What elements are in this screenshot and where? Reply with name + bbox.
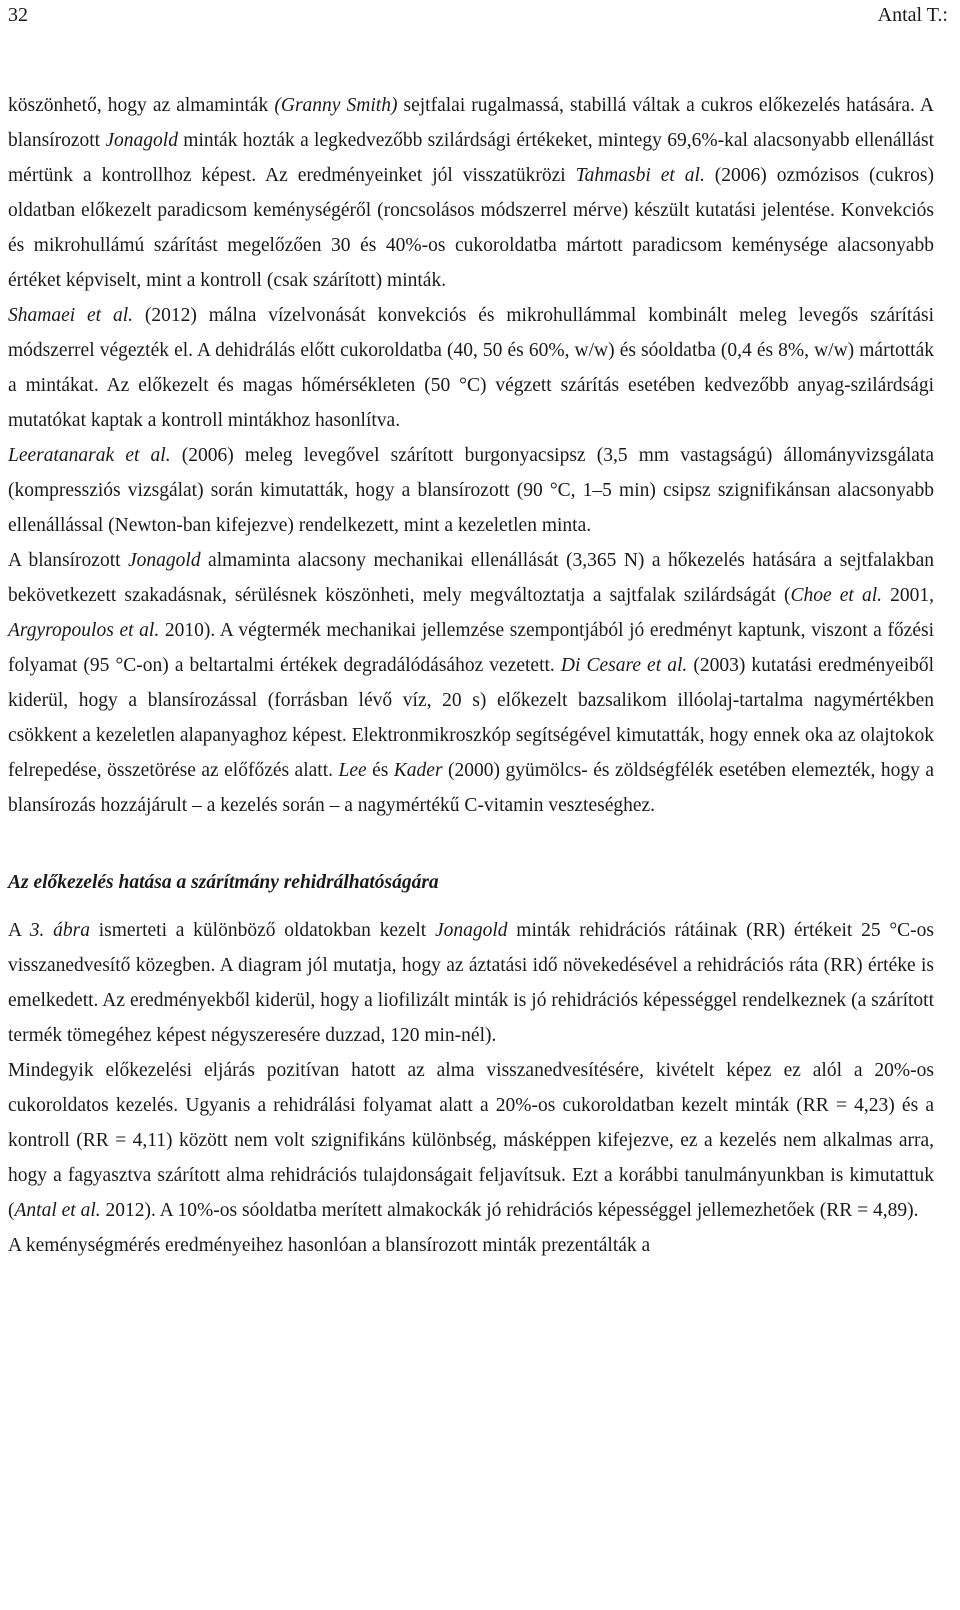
text-run: A blansírozott [8,550,128,571]
text-run: almaminta alacsony mechanikai ellenállását (3,365 N) a hőkezelés hatására a sejtfalakban bekövetkezett szakadásnak, sérülésnek köszönheti, mely megváltoztatja a sajtfalak szilárdságát ( [8,550,934,606]
italic-text: Di Cesare et al. [560,655,688,676]
text-run: 2010). A végtermék mechanikai jellemzése szempontjából jó eredményt kaptunk, viszont a főzési folyamat (95 °C-on) a beltartalmi értékek degradálódásához vezetett. [8,620,935,676]
paragraph [8,543,934,823]
italic-text: Jonagold [105,130,178,151]
text-run: (2000) gyümölcs- és zöldségfélék esetében elemezték, hogy a blansírozás hozzájárult – a kezelés során – a nagymértékű C-vitamin veszteséghez. [8,760,935,816]
text-run: (2006) meleg levegővel szárított burgonyacsipsz (3,5 mm vastagságú) állományvizsgálata (kompressziós vizsgálat) során kimutatták, hogy a blansírozott (90 °C, 1–5 min) csipsz szignifikánsan alacsonyabb ellenállással (Newton-ban kifejezve) rendelkezett, mint a kezeletlen minta. [8,445,934,536]
text-run: (2006) ozmózisos (cukros) oldatban előkezelt paradicsom keménységéről (roncsolásos módszerrel mérve) készült kutatási jelentése. Konvekciós és mikrohullámú szárítást megelőzően 30 és 40%-os cukoroldatba mártott paradicsom keménysége alacsonyabb értéket képviselt, mint a kontroll (csak szárított) minták. [8,165,935,291]
paragraphs-after-heading [8,913,934,1263]
body-text [8,88,934,1263]
italic-text: Tahmasbi et al. [575,165,705,186]
paragraphs-before-heading [8,88,934,823]
text-run: minták rehidrációs rátáinak (RR) értékeit 25 °C-os visszanedvesítő közegben. A diagram jól mutatja, hogy az áztatási idő növekedésével a rehidrációs ráta (RR) értéke is emelkedett. Az eredményekből kiderül, hogy a liofilizált minták is jó rehidrációs képességgel rendelkeznek (a szárított termék tömegéhez képest négyszeresére duzzad, 120 min-nél). [8,920,935,1046]
text-run: sejtfalai rugalmassá, stabillá váltak a cukros előkezelés hatására. A blansírozott [8,95,935,151]
italic-text: 3. ábra [29,920,90,941]
text-run: 2012). A 10%-os sóoldatba merített almakockák jó rehidrációs képességgel jellemezhetőek (RR = 4,89). [100,1200,919,1221]
text-run: Mindegyik előkezelési eljárás pozitívan hatott az alma visszanedvesítésére, kivételt képez ez alól a 20%-os cukoroldatos kezelés. Ugyanis a rehidrálási folyamat alatt a 20%-os cukoroldatban kezelt minták (RR = 4,23) és a kontroll (RR = 4,11) között nem volt szignifikáns különbség, másképpen kifejezve, ez a kezelés nem alkalmas arra, hogy a fagyasztva szárított alma rehidrációs tulajdonságait feljavítsuk. Ezt a korábbi tanulmányunkban is kimutattuk ( [8,1060,934,1221]
text-run: köszönhető, hogy az almaminták [8,95,275,116]
section-heading: Az előkezelés hatása a szárítmány rehidrálhatóságára [8,872,439,893]
italic-text: Shamaei et al. [8,305,134,326]
italic-text: Leeratanarak et al. [8,445,171,466]
paragraph [8,1228,934,1263]
page-header [8,2,948,28]
text-run: (2003) kutatási eredményeiből kiderül, hogy a blansírozással (forrásban lévő víz, 20 s) előkezelt bazsalikom illóolaj-tartalma nagymértékben csökkent a kezeletlen alapanyaghoz képest. Elektronmikroszkóp segítségével kimutatták, hogy ennek oka az olajtokok felrepedése, összetörése az előfőzés alatt. [8,655,934,781]
italic-text: Antal et al. [14,1200,101,1221]
text-run: A keménységmérés eredményeihez hasonlóan a blansírozott minták prezentálták a [8,1235,651,1256]
italic-text: (Granny Smith) [274,95,398,116]
paragraph [8,438,934,543]
text-run: 2001, [882,585,935,606]
paragraph [8,298,934,438]
paragraph [8,88,934,298]
text-run: minták hozták a legkedvezőbb szilárdsági értékeket, mintegy 69,6%-kal alacsonyabb ellenállást mértünk a kontrollhoz képest. Az eredményeinket jól visszatükrözi [8,130,934,186]
running-head: Antal T.: [877,4,948,26]
italic-text: Jonagold [434,920,508,941]
italic-text: Kader [393,760,443,781]
italic-text: Lee [338,760,367,781]
text-run: és [366,760,394,781]
paragraph [8,913,934,1053]
italic-text: Argyropoulos et al. [8,620,160,641]
text-run: (2012) málna vízelvonását konvekciós és mikrohullámmal kombinált meleg levegős szárítási módszerrel végezték el. A dehidrálás előtt cukoroldatba (40, 50 és 60%, w/w) és sóoldatba (0,4 és 8%, w/w) mártották a mintákat. Az előkezelt és magas hőmérsékleten (50 °C) végzett szárítás esetében kedvezőbb anyag-szilárdsági mutatókat kaptak a kontroll mintákhoz hasonlítva. [8,305,934,431]
italic-text: Jonagold [128,550,201,571]
page-number: 32 [8,4,28,26]
text-run: ismerteti a különböző oldatokban kezelt [90,920,435,941]
text-run: A [8,920,30,941]
italic-text: Choe et al. [790,585,882,606]
paragraph [8,1053,934,1228]
